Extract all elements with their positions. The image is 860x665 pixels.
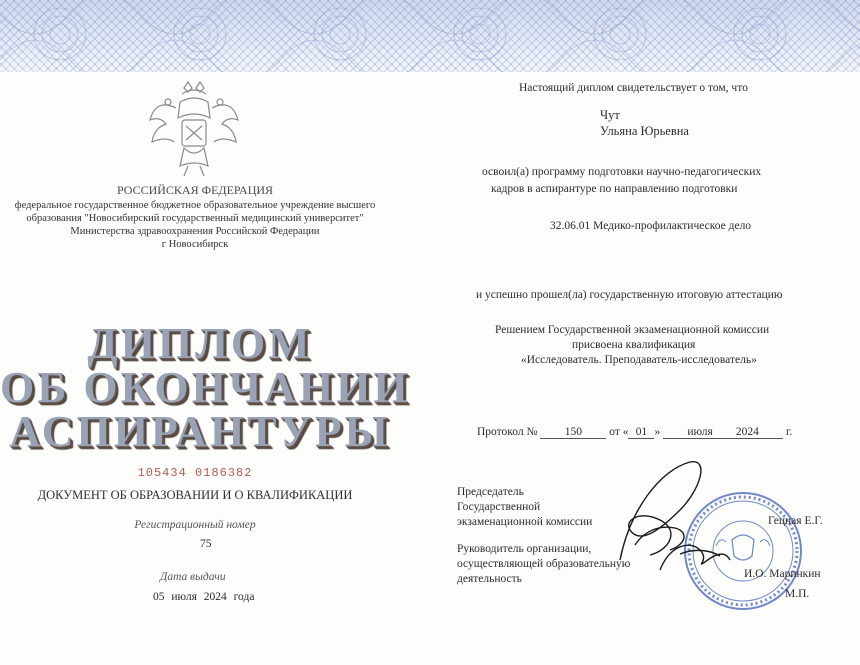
protocol-suffix: г. xyxy=(785,426,793,438)
decision-line: присвоена квалификация xyxy=(572,339,696,351)
diploma-title-line: ДИПЛОМ xyxy=(87,319,313,368)
head-name: И.О. Маринкин xyxy=(744,568,821,580)
head-line: осуществляющей образовательную xyxy=(457,558,631,570)
chair-line: Государственной xyxy=(457,501,541,513)
protocol-label: Протокол № xyxy=(477,426,538,438)
direction: 32.06.01 Медико-профилактическое дело xyxy=(550,220,752,232)
chair-line: Председатель xyxy=(457,486,524,498)
protocol-number: 150 xyxy=(540,426,606,439)
protocol-month: июля xyxy=(687,426,713,438)
issue-date: 05 июля 2024 года xyxy=(153,591,255,603)
graduate-name: Ульяна Юрьевна xyxy=(600,124,689,138)
institution-block xyxy=(0,199,390,251)
country-name: РОССИЙСКАЯ ФЕДЕРАЦИЯ xyxy=(116,183,274,197)
coat-of-arms-icon xyxy=(146,80,242,180)
qualification: «Исследователь. Преподаватель-исследователь» xyxy=(521,354,757,366)
registration-number: 75 xyxy=(200,538,212,550)
protocol-day-open: « xyxy=(622,426,629,438)
chair-name: Гецная Е.Г. xyxy=(768,515,823,527)
protocol-day: 01 xyxy=(628,426,654,439)
head-line: деятельность xyxy=(457,573,522,585)
guilloche-pattern xyxy=(0,0,860,72)
head-line: Руководитель организации, xyxy=(457,543,592,555)
document-type: ДОКУМЕНТ ОБ ОБРАЗОВАНИИ И О КВАЛИФИКАЦИИ xyxy=(37,488,353,502)
institution-line: г Новосибирск xyxy=(161,239,229,250)
serial-number: 105434 0186382 xyxy=(137,466,253,480)
program-line: кадров в аспирантуре по направлению подготовки xyxy=(491,183,738,195)
diploma-title-line: АСПИРАНТУРЫ xyxy=(9,407,391,456)
decision-line: Решением Государственной экзаменационной комиссии xyxy=(495,324,770,336)
program-line: освоил(а) программу подготовки научно-педагогических xyxy=(482,166,762,178)
diploma-title-line: ОБ ОКОНЧАНИИ xyxy=(0,363,411,412)
chair-line: экзаменационной комиссии xyxy=(457,516,593,528)
institution-line: Министерства здравоохранения Российской Федерации xyxy=(70,226,320,237)
institution-line: образования "Новосибирский государственный медицинский университет" xyxy=(26,213,364,224)
seal-place-label: М.П. xyxy=(785,588,810,600)
chair-title xyxy=(457,485,592,530)
attestation-text: и успешно прошел(ла) государственную итоговую аттестацию xyxy=(476,289,783,301)
institution-line: федеральное государственное бюджетное образовательное учреждение высшего xyxy=(14,200,376,211)
issue-date-label: Дата выдачи xyxy=(160,571,226,583)
graduate-surname: Чут xyxy=(600,108,620,122)
intro-text: Настоящий диплом свидетельствует о том, что xyxy=(519,82,748,94)
protocol-from: от xyxy=(609,426,620,438)
protocol-line xyxy=(477,426,792,439)
protocol-month-year xyxy=(663,426,783,439)
registration-label: Регистрационный номер xyxy=(134,519,256,531)
security-pattern-band xyxy=(0,0,860,72)
protocol-year: 2024 xyxy=(735,426,759,438)
protocol-day-close: » xyxy=(654,426,661,438)
